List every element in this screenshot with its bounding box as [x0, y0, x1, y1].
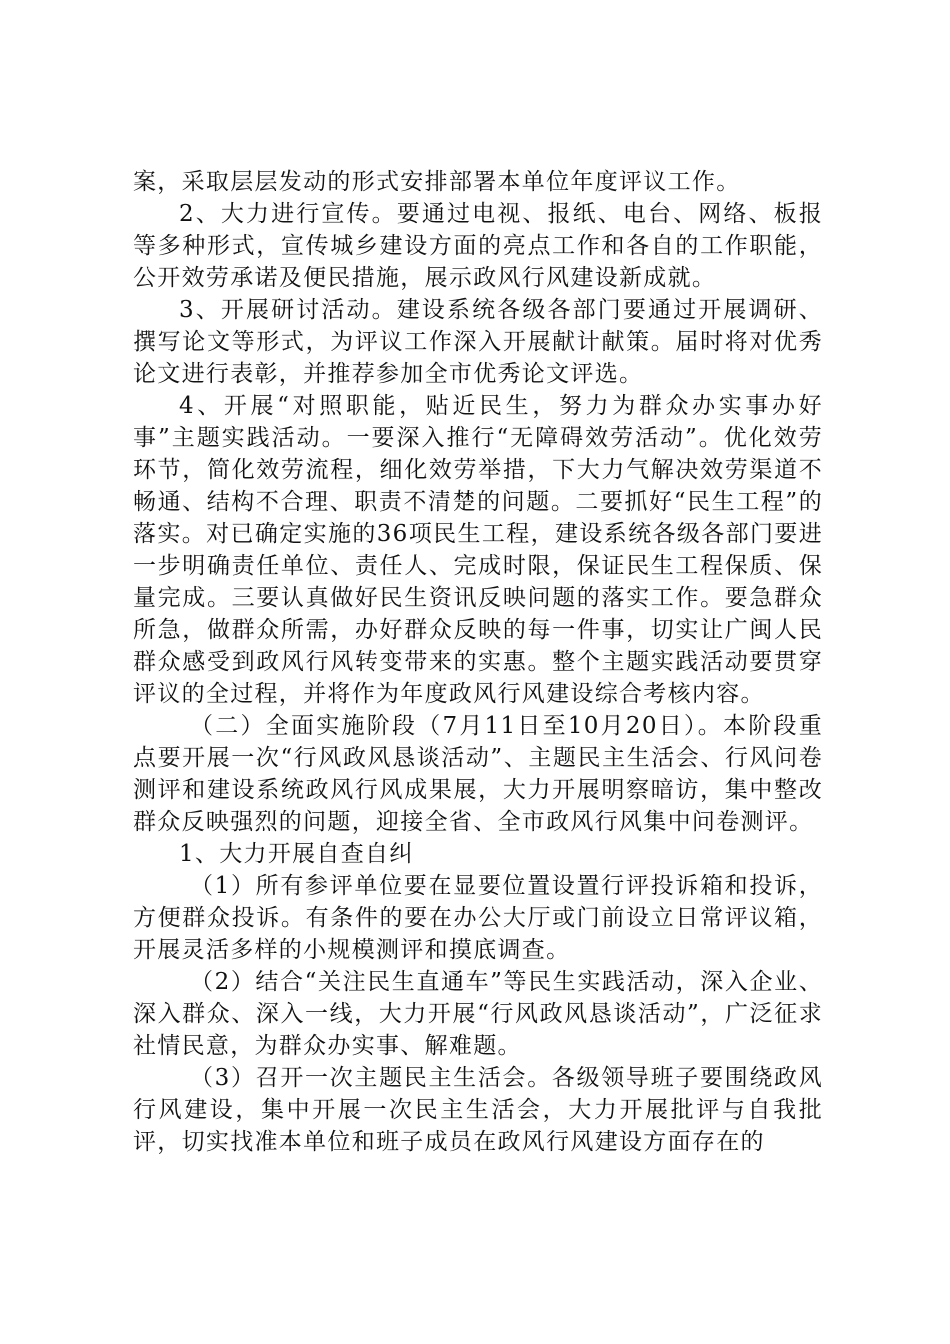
paragraph-item-2-publicity: 2、大力进行宣传。要通过电视、报纸、电台、网络、板报等多种形式，宣传城乡建设方面的亮点工作和各自的工作职能，公开效劳承诺及便民措施，展示政风行风建设新成就。 — [133, 201, 823, 291]
paragraph-continuation: 案，采取层层发动的形式安排部署本单位年度评议工作。 — [133, 169, 741, 195]
body-text — [133, 166, 823, 1158]
paragraph-item-3-research: 3、开展研讨活动。建设系统各级各部门要通过开展调研、撰写论文等形式，为评议工作深入开展献计献策。届时将对优秀论文进行表彰，并推荐参加全市优秀论文评选。 — [133, 297, 823, 387]
paragraph-sub-item-1: （1）所有参评单位要在显要位置设置行评投诉箱和投诉，方便群众投诉。有条件的要在办公大厅或门前设立日常评议箱，开展灵活多样的小规模测评和摸底调查。 — [133, 873, 823, 963]
paragraph-stage-two: （二）全面实施阶段（7月11日至10月20日）。本阶段重点要开展一次“行风政风恳谈活动”、主题民主生活会、行风问卷测评和建设系统政风行风成果展，大力开展明察暗访，集中整改群众反映强烈的问题，迎接全省、全市政风行风集中问卷测评。 — [133, 713, 823, 835]
paragraph-sub-item-2: （2）结合“关注民生直通车”等民生实践活动，深入企业、深入群众、深入一线，大力开展“行风政风恳谈活动”，广泛征求社情民意，为群众办实事、解难题。 — [133, 969, 823, 1059]
paragraph-item-4-practice: 4、开展“对照职能，贴近民生，努力为群众办实事办好事”主题实践活动。一要深入推行“无障碍效劳活动”。优化效劳环节，简化效劳流程，细化效劳举措，下大力气解决效劳渠道不畅通、结构不合理、职责不清楚的问题。二要抓好“民生工程”的落实。对已确定实施的36项民生工程，建设系统各级各部门要进一步明确责任单位、责任人、完成时限，保证民生工程保质、保量完成。三要认真做好民生资讯反映问题的落实工作。要急群众所急，做群众所需，办好群众反映的每一件事，切实让广闽人民群众感受到政风行风转变带来的实惠。整个主题实践活动要贯穿评议的全过程，并将作为年度政风行风建设综合考核内容。 — [133, 393, 823, 707]
paragraph-subheading-self-check: 1、大力开展自查自纠 — [179, 841, 414, 867]
paragraph-sub-item-3: （3）召开一次主题民主生活会。各级领导班子要围绕政风行风建设，集中开展一次民主生活会，大力开展批评与自我批评，切实找准本单位和班子成员在政风行风建设方面存在的 — [133, 1065, 823, 1155]
